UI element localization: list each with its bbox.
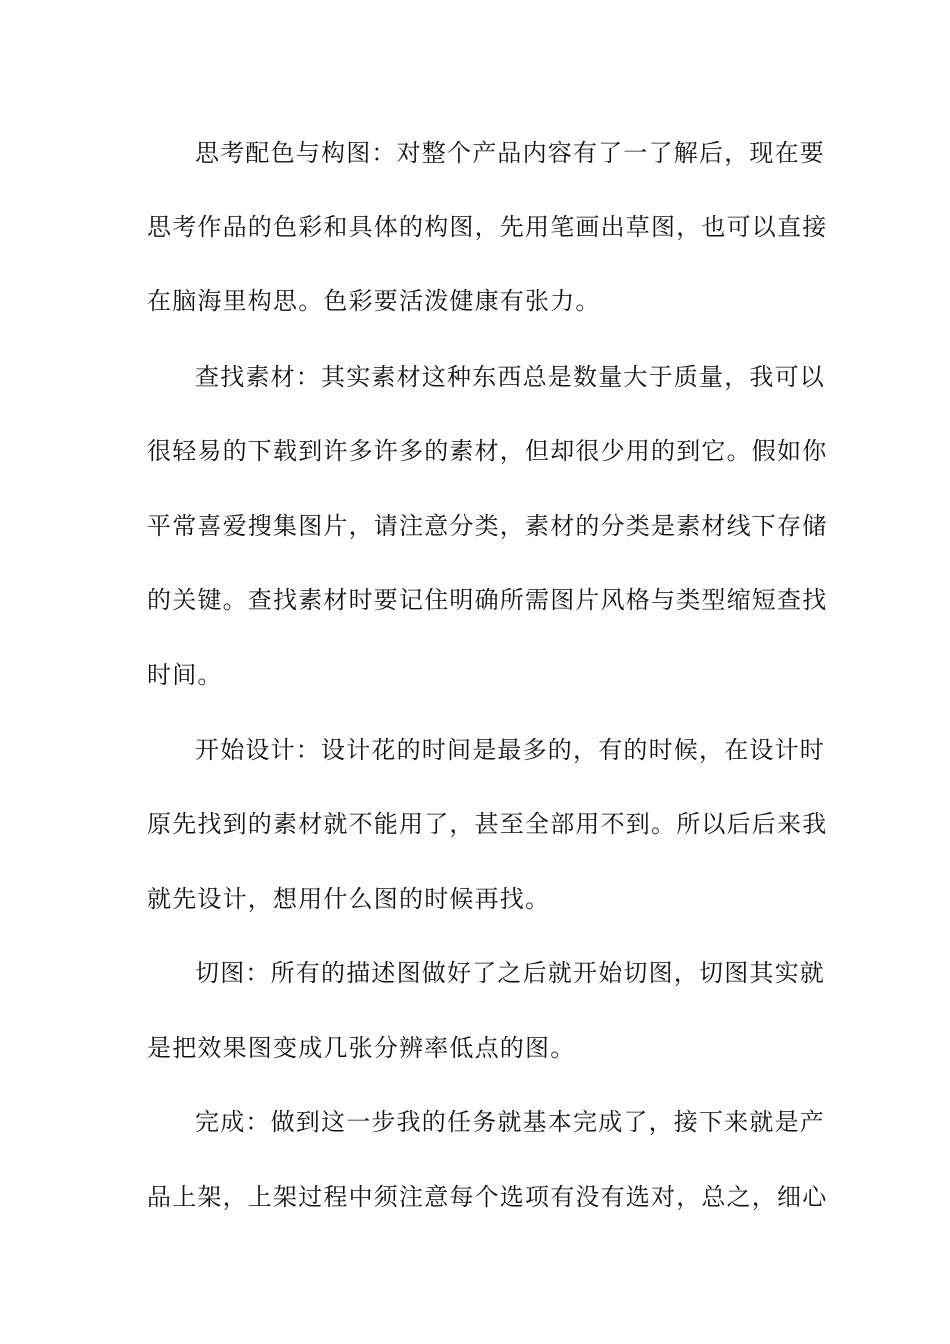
paragraph-line: 品上架，上架过程中须注意每个选项有没有选对，总之，细心	[147, 1183, 828, 1211]
paragraph-line: 思考作品的色彩和具体的构图，先用笔画出草图，也可以直接	[147, 213, 828, 241]
paragraph-line: 在脑海里构思。色彩要活泼健康有张力。	[147, 287, 601, 315]
paragraph-line: 原先找到的素材就不能用了，甚至全部用不到。所以后后来我	[147, 810, 828, 838]
paragraph-line: 的关键。查找素材时要记住明确所需图片风格与类型缩短查找	[147, 586, 828, 614]
paragraph-line: 完成：做到这一步我的任务就基本完成了，接下来就是产	[195, 1108, 825, 1136]
paragraph-line: 时间。	[147, 661, 223, 689]
paragraph-line: 开始设计：设计花的时间是最多的，有的时候，在设计时	[195, 736, 825, 764]
paragraph-line: 很轻易的下载到许多许多的素材，但却很少用的到它。假如你	[147, 437, 828, 465]
paragraph-line: 切图：所有的描述图做好了之后就开始切图，切图其实就	[195, 959, 825, 987]
paragraph-line: 平常喜爱搜集图片，请注意分类，素材的分类是素材线下存储	[147, 512, 828, 540]
paragraph-line: 是把效果图变成几张分辨率低点的图。	[147, 1034, 576, 1062]
paragraph-line: 思考配色与构图：对整个产品内容有了一了解后，现在要	[195, 139, 825, 167]
paragraph-line: 就先设计，想用什么图的时候再找。	[147, 885, 551, 913]
paragraph-line: 查找素材：其实素材这种东西总是数量大于质量，我可以	[195, 363, 825, 391]
